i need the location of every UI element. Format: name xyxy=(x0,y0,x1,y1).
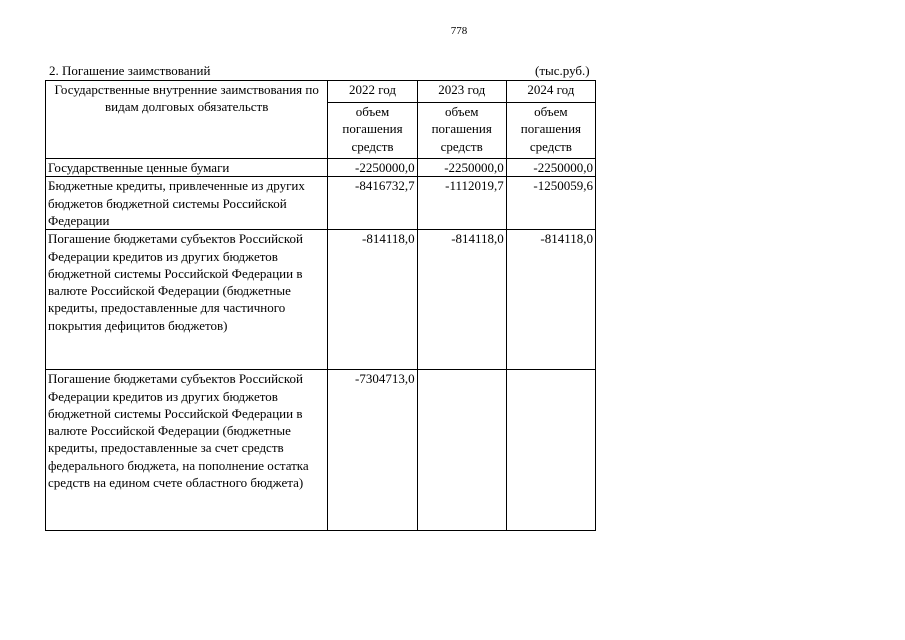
row-value-2024: -2250000,0 xyxy=(506,159,595,177)
row-name: Государственные ценные бумаги xyxy=(46,159,328,177)
table-row xyxy=(46,159,596,177)
borrowings-repayment-table xyxy=(45,80,596,531)
subheader-2024: объем погашения средств xyxy=(506,103,595,159)
header-name-cell: Государственные внутренние заимствования по видам долговых обязательств xyxy=(46,81,328,159)
row-value-2024 xyxy=(506,370,595,531)
row-value-2022: -8416732,7 xyxy=(328,177,417,230)
section-title: 2. Погашение заимствований xyxy=(49,63,211,78)
row-value-2022: -814118,0 xyxy=(328,230,417,370)
row-name: Погашение бюджетами субъектов Российской Федерации кредитов из других бюджетов бюджетной системы Российской Федерации в валюте Российской Федерации (бюджетные кредиты, предоставленные для частичного покрытия дефицитов бюджетов) xyxy=(46,230,328,370)
row-name: Бюджетные кредиты, привлеченные из других бюджетов бюджетной системы Российской Федерации xyxy=(46,177,328,230)
table-row xyxy=(46,370,596,531)
row-name: Погашение бюджетами субъектов Российской Федерации кредитов из других бюджетов бюджетной системы Российской Федерации в валюте Российской Федерации (бюджетные кредиты, предоставленные за счет средств федерального бюджета, на пополнение остатка средств на едином счете областного бюджета) xyxy=(46,370,328,531)
table-row xyxy=(46,230,596,370)
row-value-2024: -1250059,6 xyxy=(506,177,595,230)
header-year-2023: 2023 год xyxy=(417,81,506,103)
row-value-2023: -2250000,0 xyxy=(417,159,506,177)
page-number: 778 xyxy=(450,25,468,37)
header-row-years xyxy=(46,81,596,103)
subheader-2023: объем погашения средств xyxy=(417,103,506,159)
row-value-2023: -1112019,7 xyxy=(417,177,506,230)
row-value-2023 xyxy=(417,370,506,531)
units-label: (тыс.руб.) xyxy=(535,63,590,78)
header-year-2022: 2022 год xyxy=(328,81,417,103)
subheader-2022: объем погашения средств xyxy=(328,103,417,159)
header-year-2024: 2024 год xyxy=(506,81,595,103)
row-value-2023: -814118,0 xyxy=(417,230,506,370)
table-row xyxy=(46,177,596,230)
row-value-2022: -7304713,0 xyxy=(328,370,417,531)
row-value-2024: -814118,0 xyxy=(506,230,595,370)
row-value-2022: -2250000,0 xyxy=(328,159,417,177)
